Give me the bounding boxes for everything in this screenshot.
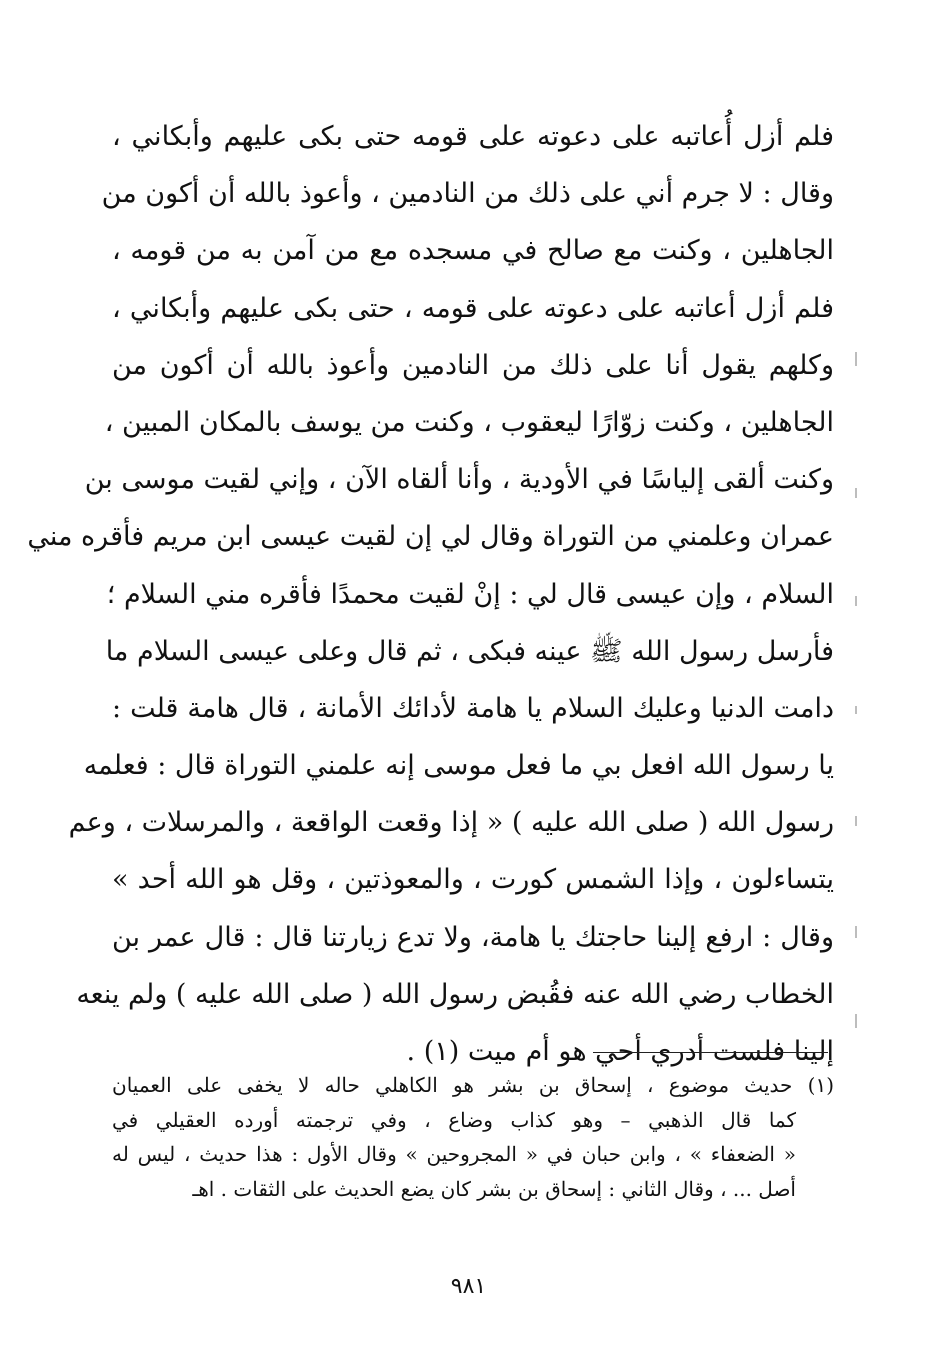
- footnote-line: « الضعفاء » ، وابن حبان في « المجروحين » وقال الأول : هذا حديث ، ليس له: [112, 1142, 796, 1166]
- text-line: وكلهم يقول أنا على ذلك من النادمين وأعوذ بالله أن أكون من: [112, 349, 834, 381]
- scan-speck: [855, 352, 857, 366]
- text-line: رسول الله ( صلى الله عليه ) « إذا وقعت الواقعة ، والمرسلات ، وعم: [68, 807, 834, 839]
- footnote-line: (١) حديث موضوع ، إسحاق بن بشر هو الكاهلي حاله لا يخفى على العميان: [112, 1073, 834, 1097]
- scan-speck: [855, 926, 857, 938]
- text-line: يا رسول الله افعل بي ما فعل موسى إنه علمني التوراة قال : فعلمه: [83, 750, 834, 782]
- scan-speck: [855, 706, 857, 714]
- footnote-separator: [593, 1052, 828, 1053]
- text-line: السلام ، وإن عيسى قال لي : إنْ لقيت محمدًا فأقره مني السلام ؛: [106, 578, 834, 610]
- text-line: فأرسل رسول الله ﷺ عينه فبكى ، ثم قال وعلى عيسى السلام ما: [105, 635, 834, 667]
- main-text-block: [27, 108, 834, 1080]
- text-line: فلم أزل أعاتبه على دعوته على قومه ، حتى بكى عليهم وأبكاني ،: [112, 292, 834, 324]
- text-line: الجاهلين ، وكنت زوّارًا ليعقوب ، وكنت من يوسف بالمكان المبين ،: [104, 406, 834, 438]
- text-line: فلم أزل أُعاتبه على دعوته على قومه حتى بكى عليهم وأبكاني ،: [112, 121, 834, 152]
- footnote-line: أصل ... ، وقال الثاني : إسحاق بن بشر كان يضع الحديث على الثقات . اهـ: [192, 1176, 796, 1201]
- page-number: ٩٨١: [450, 1274, 487, 1299]
- scan-speck: [855, 816, 857, 826]
- footnote-line: كما قال الذهبي – وهو كذاب وضاع ، وفي ترجمته أورده العقيلي في: [112, 1107, 796, 1132]
- footnotes-block: [112, 1068, 834, 1206]
- text-line: الخطاب رضي الله عنه فقُبض رسول الله ( صلى الله عليه ) ولم ينعه: [76, 978, 834, 1010]
- scan-speck: [855, 596, 857, 606]
- text-line: وكنت ألقى إلياسًا في الأودية ، وأنا ألقاه الآن ، وإني لقيت موسى بن: [84, 464, 834, 496]
- text-line: وقال : ارفع إلينا حاجتك يا هامة، ولا تدع زيارتنا قال : قال عمر بن: [112, 921, 834, 953]
- text-line: يتساءلون ، وإذا الشمس كورت ، والمعوذتين ، وقل هو الله أحد »: [112, 864, 834, 896]
- text-line: عمران وعلمني من التوراة وقال لي إن لقيت عيسى ابن مريم فأقره مني: [27, 521, 834, 553]
- text-line: دامت الدنيا وعليك السلام يا هامة لأدائك الأمانة ، قال هامة قلت :: [112, 692, 834, 724]
- scan-speck: [855, 488, 857, 498]
- text-line: الجاهلين ، وكنت مع صالح في مسجده مع من آمن به من قومه ،: [112, 235, 834, 267]
- text-line: وقال : لا جرم أني على ذلك من النادمين ، وأعوذ بالله أن أكون من: [101, 178, 834, 210]
- scan-speck: [855, 1014, 857, 1028]
- text-line: إلينا فلست أدري أحي هو أم ميت (١) .: [406, 1036, 834, 1067]
